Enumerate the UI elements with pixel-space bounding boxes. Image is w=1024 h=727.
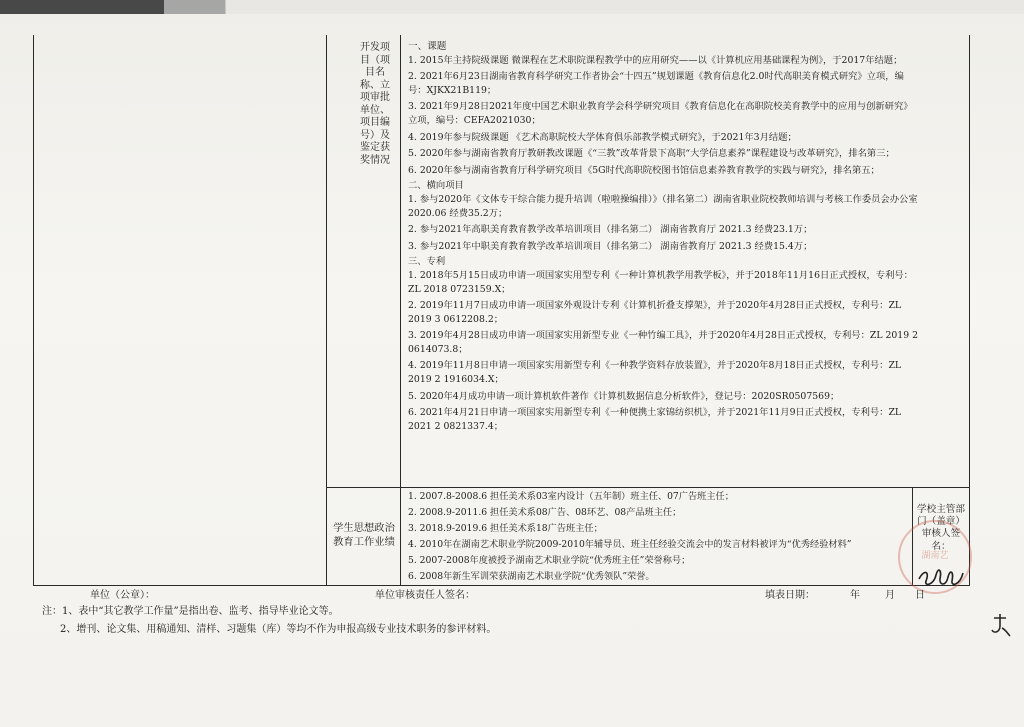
- list-item: 1. 2007.8-2008.6 担任美术系03室内设计（五年制）班主任、07广告班主任；: [408, 491, 734, 502]
- list-item: 3. 2019年4月28日成功申请一项国家实用新型专业《一种竹编工具》，并于2020年4月28日正式授权，专利号：ZL 2019 2 0614073.8；: [408, 330, 918, 355]
- project-label-cell: 开发项目（项目名称、立项审批单位、项目编号）及鉴定获奖情况: [360, 42, 390, 166]
- list-item: 2. 2019年11月7日成功申请一项国家外观设计专利《计算机折叠支撑架》，并于2020年4月28日正式授权，专利号：ZL 2019 3 0612208.2；: [408, 300, 902, 325]
- department-label-cell: 学校主管部门（盖章）审核人签名：: [917, 504, 965, 552]
- note-2: 2、增刊、论文集、用稿通知、清样、习题集（库）等均不作为申报高级专业技术职务的参评材料。: [60, 624, 497, 635]
- topics-list: [408, 54, 920, 178]
- note-1: 注：1、表中“其它教学工作量”是指出卷、监考、指导毕业论文等。: [42, 606, 339, 617]
- list-item: 3. 参与2021年中职美育教育教学改革培训项目（排名第二） 湖南省教育厅 2021.3 经费15.4万；: [408, 240, 813, 252]
- list-item: 2. 参与2021年高职美育教育教学改革培训项目（排名第二） 湖南省教育厅 2021.3 经费23.1万；: [408, 224, 813, 236]
- unit-seal-label: 单位（公章）：: [90, 590, 155, 601]
- scan-top-edge: [0, 0, 1024, 14]
- list-item: 4. 2019年参与院级课题 《艺术高职院校大学体育俱乐部教学模式研究》，于2021年3月结题；: [408, 131, 797, 143]
- column-divider-1: [326, 35, 327, 585]
- official-stamp: 湖南艺: [898, 520, 972, 594]
- list-item: 2. 2021年6月23日湖南省教育科学研究工作者协会“十四五”规划课题《教育信息化2.0时代高职美育模式研究》立项，编号：XJKX21B119；: [408, 71, 904, 96]
- list-item: 2. 2008.9-2011.6 担任美术系08广告、08环艺、08产品班主任；: [408, 507, 682, 518]
- day-label: 日: [915, 590, 925, 601]
- patents-heading: 三、专利: [408, 256, 446, 268]
- topics-heading: 一、课题: [408, 41, 447, 52]
- list-item: 4. 2010年在湖南艺术职业学院2009-2010年辅导员、班主任经验交流会中的发言材料被评为“优秀经验材料”: [408, 539, 852, 550]
- list-item: 5. 2020年4月成功申请一项计算机软件著作《计算机数据信息分析软件》，登记号：2020SR0507569；: [408, 390, 840, 402]
- column-divider-2: [400, 35, 401, 585]
- horizontal-list: [408, 193, 920, 253]
- list-item: 1. 参与2020年《文体专干综合能力提升培训（啦啦操编排）》（排名第二）湖南省职业院校教师培训与考核工作委员会办公室 2020.06 经费35.2万；: [408, 193, 918, 219]
- list-item: 1. 2015年主持院级课题 微课程在艺术职院课程教学中的应用研究——以《计算机应用基础课程为例》，于2017年结题；: [408, 54, 903, 66]
- topics-section: [408, 40, 920, 433]
- fill-date-label: 填表日期：: [765, 590, 815, 601]
- list-item: 6. 2021年4月21日申请一项国家实用新型专利《一种便携土家锦纺织机》，并于2021年11月9日正式授权，专利号：ZL 2021 2 0821337.4；: [408, 407, 902, 432]
- list-item: 5. 2007-2008年度被授予湖南艺术职业学院“优秀班主任”荣誉称号；: [408, 555, 691, 566]
- list-item: 3. 2018.9-2019.6 担任美术系18广告班主任；: [408, 523, 603, 534]
- signature-row: [70, 586, 970, 600]
- patents-list: [408, 269, 920, 434]
- row-divider: [326, 487, 970, 488]
- list-item: 4. 2019年11月8日申请一项国家实用新型专利《一种教学资料存放装置》，并于2020年8月18日正式授权，专利号：ZL 2019 2 1916034.X；: [408, 360, 902, 386]
- list-item: 3. 2021年9月28日2021年度中国艺术职业教育学会科学研究项目《教育信息化在高职院校美育教学中的应用与创新研究》立项，编号：CEFA2021030；: [408, 101, 913, 126]
- list-item: 6. 2008年新生军训荣获湖南艺术职业学院“优秀领队”荣誉。: [408, 571, 655, 582]
- reviewer-label: 单位审核责任人签名：: [375, 590, 475, 601]
- list-item: 1. 2018年5月15日成功申请一项国家实用型专利《一种计算机教学用教学板》，并于2018年11月16日正式授权，专利号：ZL 2018 0723159.X；: [408, 269, 913, 295]
- horizontal-heading: 二、横向项目: [408, 180, 464, 192]
- list-item: 5. 2020年参与湖南省教育厅教研教改课题《“三教”改革背景下高职“大学信息素养”课程建设与改革研究》，排名第三；: [408, 148, 895, 160]
- table-right-border: [969, 35, 970, 585]
- list-item: 6. 2020年参与湖南省教育厅科学研究项目《5G时代高职院校图书馆信息素养教育教学的实践与研究》，排名第五；: [408, 164, 880, 176]
- month-label: 月: [885, 590, 895, 601]
- table-left-border: [33, 35, 34, 585]
- ideology-list: [408, 489, 908, 585]
- ideology-label-cell: 学生思想政治教育工作业绩: [333, 522, 395, 548]
- handwritten-margin-mark: [990, 612, 1012, 638]
- year-label: 年: [850, 590, 860, 601]
